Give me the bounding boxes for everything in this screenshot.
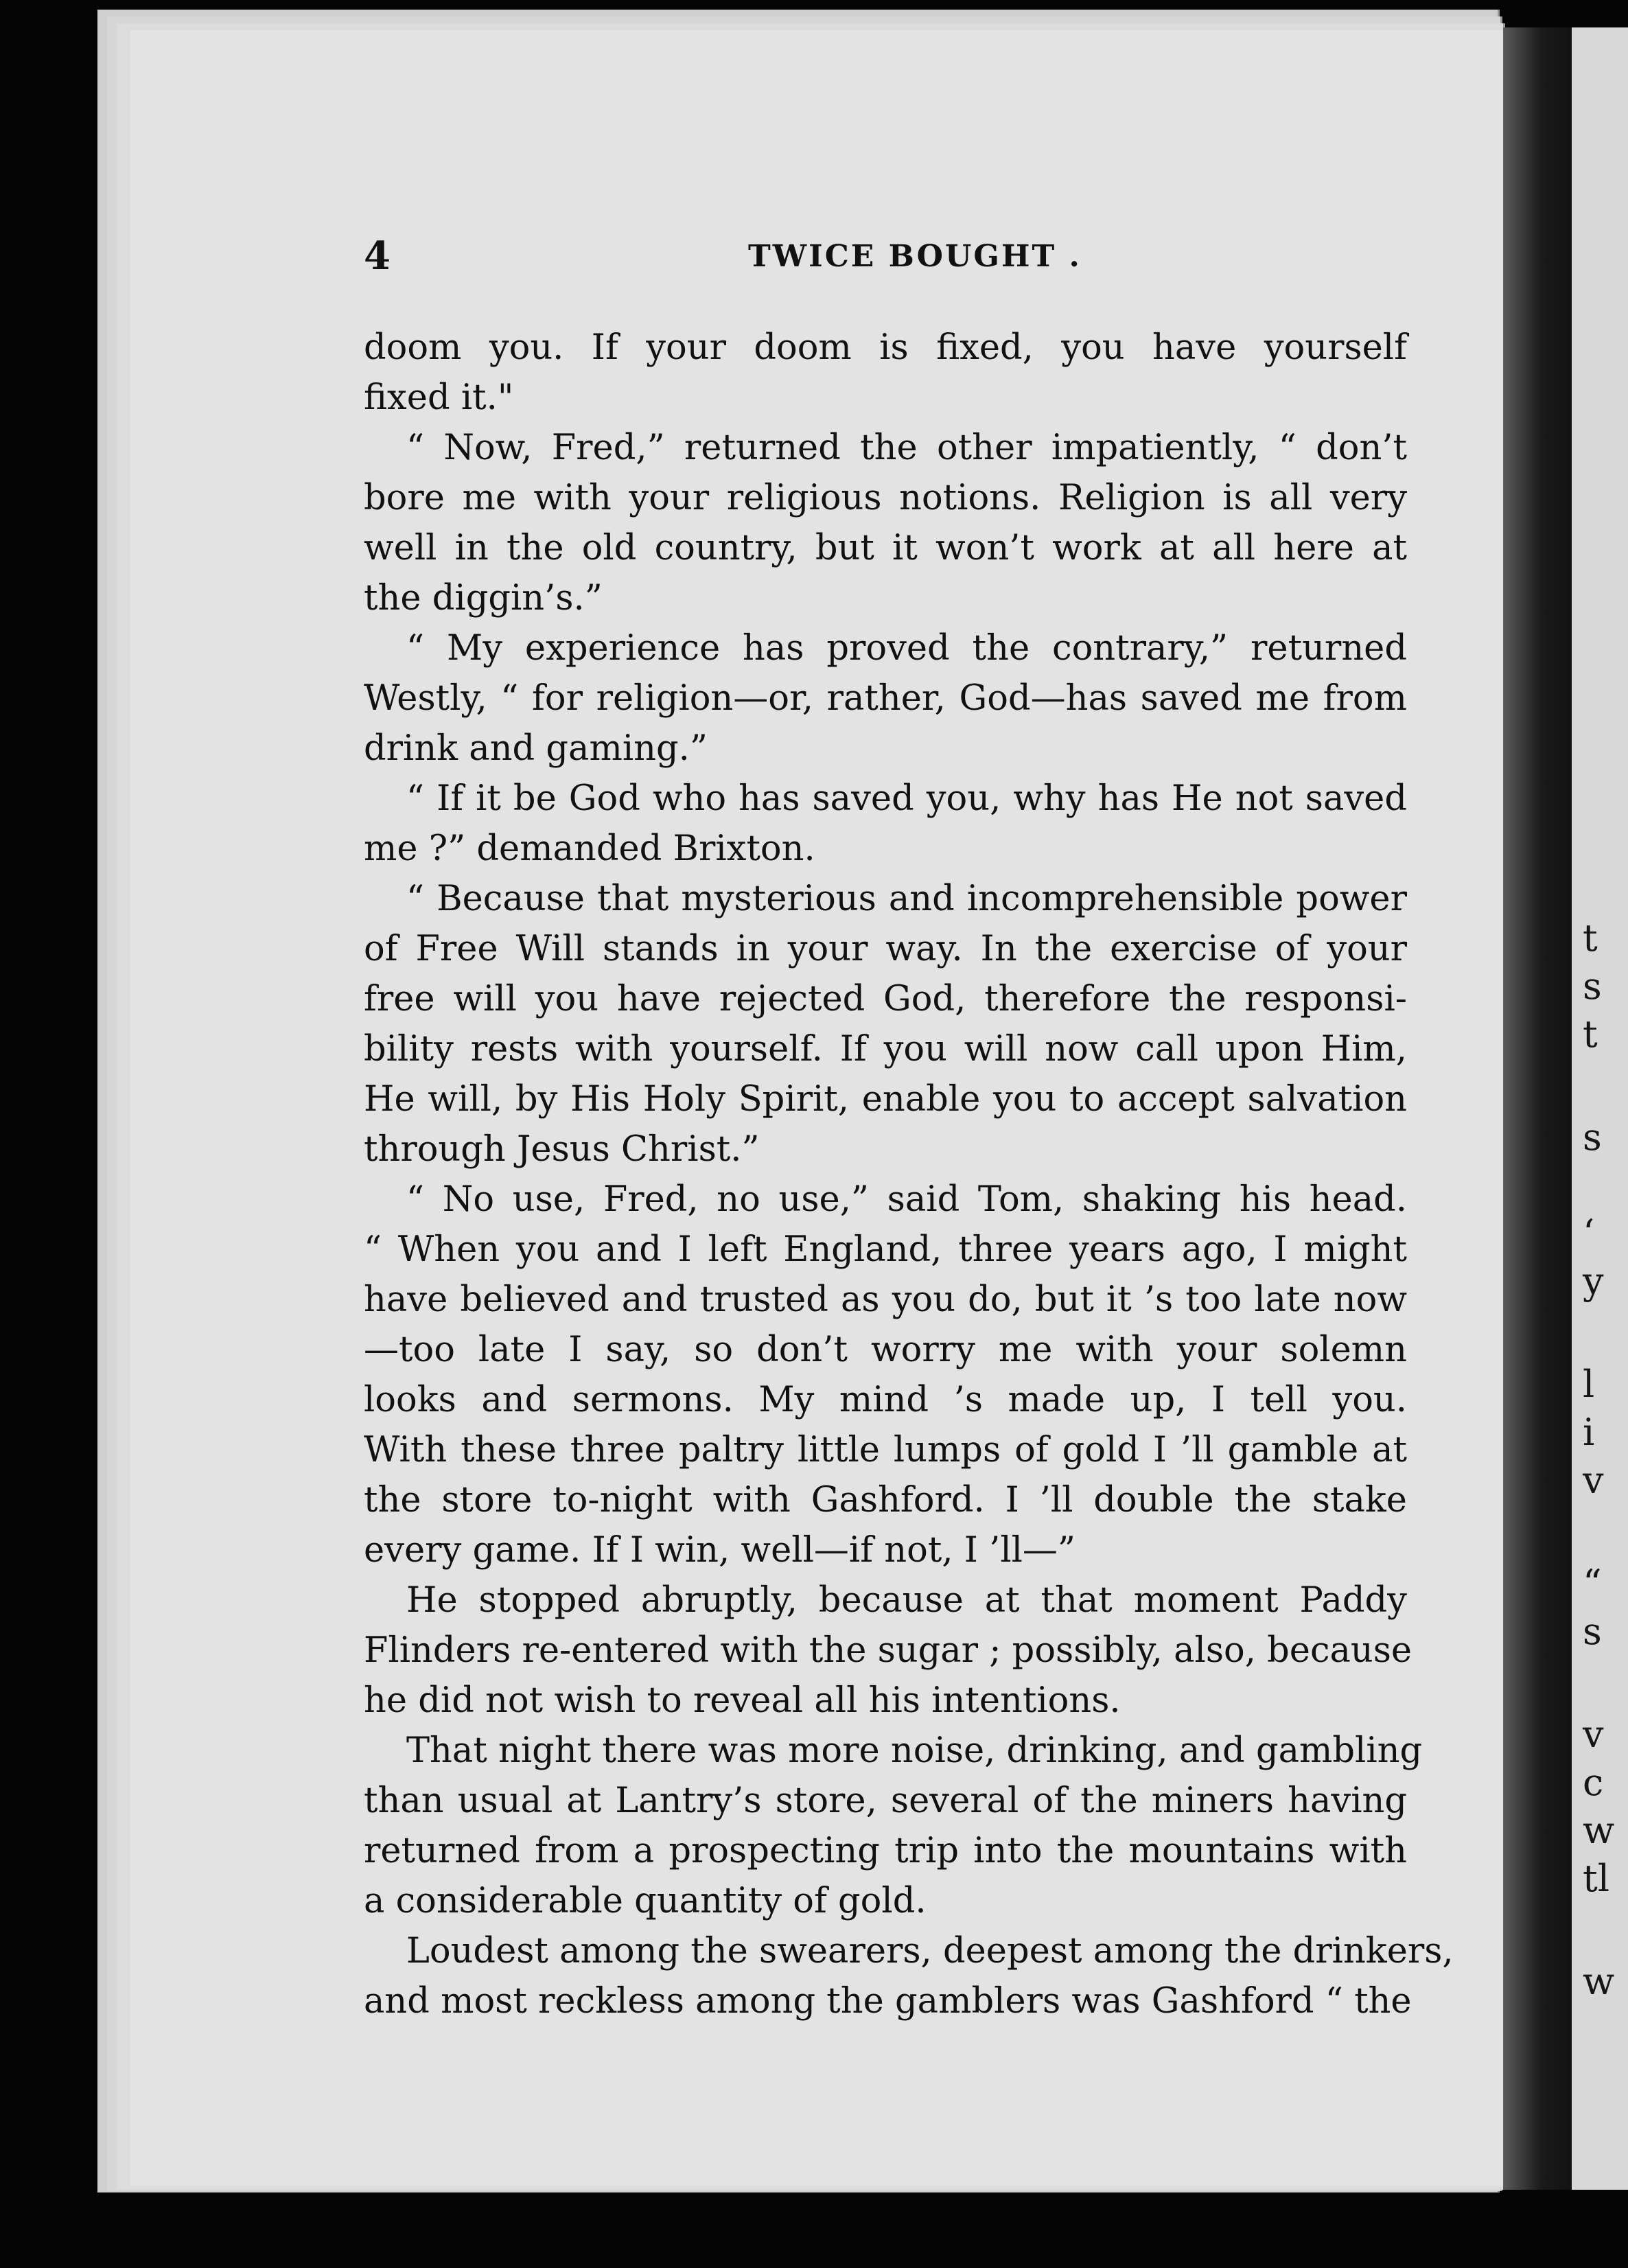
next-page-fragment: c (1583, 1761, 1604, 1804)
text-line: and most reckless among the gamblers was Gashford “ the (364, 1981, 1412, 2022)
next-page-fragment: v (1583, 1459, 1604, 1502)
next-page-edge (1572, 27, 1628, 2190)
page-number: 4 (364, 233, 391, 279)
next-page-fragment: t (1583, 1012, 1598, 1056)
text-line: drink and gaming.” (364, 728, 708, 769)
text-line: fixed it." (364, 378, 514, 418)
text-line: bility rests with yourself. If you will now call upon Him, (364, 1029, 1407, 1069)
text-line: me ?” demanded Brixton. (364, 829, 815, 869)
text-line: Loudest among the swearers, deepest among the drinkers, (406, 1931, 1454, 1971)
next-page-fragment: y (1583, 1260, 1604, 1303)
paragraph (364, 423, 1407, 623)
next-page-fragment: t (1583, 916, 1598, 960)
text-line: doom you. If your doom is fixed, you have yourself (364, 327, 1407, 368)
text-line: Flinders re-entered with the sugar ; possibly, also, because (364, 1630, 1412, 1671)
next-page-fragment: s (1583, 1610, 1602, 1653)
next-page-fragment: s (1583, 1115, 1602, 1159)
text-line: returned from a prospecting trip into the mountains with (364, 1831, 1407, 1871)
text-line: of Free Will stands in your way. In the exercise of your (364, 929, 1407, 969)
text-line: “ Now, Fred,” returned the other impatiently, “ don’t (406, 428, 1407, 468)
next-page-fragment: v (1583, 1713, 1604, 1756)
text-line: “ When you and I left England, three years ago, I might (364, 1229, 1407, 1270)
paragraph (364, 874, 1407, 1174)
paragraph (364, 1726, 1423, 1926)
text-line: “ If it be God who has saved you, why has He not saved (406, 778, 1407, 819)
next-page-fragment: i (1583, 1411, 1595, 1454)
text-line: He stopped abruptly, because at that moment Paddy (406, 1580, 1407, 1621)
next-page-fragment: l (1583, 1363, 1595, 1406)
text-line: well in the old country, but it won’t work at all here at (364, 528, 1407, 568)
next-page-fragment: w (1583, 1809, 1615, 1852)
running-title: TWICE BOUGHT . (748, 239, 1082, 274)
paragraph (364, 774, 1407, 874)
next-page-fragment: “ (1583, 1562, 1602, 1605)
text-line: the diggin’s.” (364, 578, 603, 618)
body-text (364, 323, 1454, 2026)
next-page-fragment: ‘ (1583, 1212, 1595, 1255)
next-page-fragment: w (1583, 1960, 1615, 2003)
next-page-fragment: tl (1583, 1857, 1609, 1900)
text-line: “ Because that mysterious and incomprehensible power (406, 879, 1407, 919)
text-line: —too late I say, so don’t worry me with your solemn (364, 1330, 1407, 1370)
paragraph (364, 1174, 1407, 1575)
text-line: “ My experience has proved the contrary,” returned (406, 628, 1407, 669)
text-line: Westly, “ for religion—or, rather, God—has saved me from (364, 678, 1407, 719)
text-line: a considerable quantity of gold. (364, 1881, 927, 1921)
text-line: bore me with your religious notions. Religion is all very (364, 478, 1407, 518)
paragraph (364, 323, 1407, 423)
text-line: free will you have rejected God, therefore the responsi- (364, 979, 1407, 1019)
text-line: the store to-night with Gashford. I ’ll double the stake (364, 1480, 1407, 1520)
paragraph (364, 1926, 1454, 2026)
text-line: have believed and trusted as you do, but it ’s too late now (364, 1280, 1407, 1320)
text-line: every game. If I win, well—if not, I ’ll—” (364, 1530, 1076, 1571)
text-line: With these three paltry little lumps of gold I ’ll gamble at (364, 1430, 1407, 1470)
paragraph (364, 1575, 1412, 1726)
text-line: through Jesus Christ.” (364, 1129, 760, 1170)
text-line: looks and sermons. My mind ’s made up, I tell you. (364, 1380, 1407, 1420)
paragraph (364, 623, 1407, 774)
text-line: He will, by His Holy Spirit, enable you to accept salvation (364, 1079, 1407, 1120)
text-line: That night there was more noise, drinking, and gambling (406, 1731, 1423, 1771)
page-header (364, 233, 1407, 281)
text-line: he did not wish to reveal all his intentions. (364, 1680, 1121, 1721)
text-line: than usual at Lantry’s store, several of the miners having (364, 1781, 1407, 1821)
next-page-fragment: s (1583, 964, 1602, 1008)
text-line: “ No use, Fred, no use,” said Tom, shaking his head. (406, 1179, 1407, 1220)
